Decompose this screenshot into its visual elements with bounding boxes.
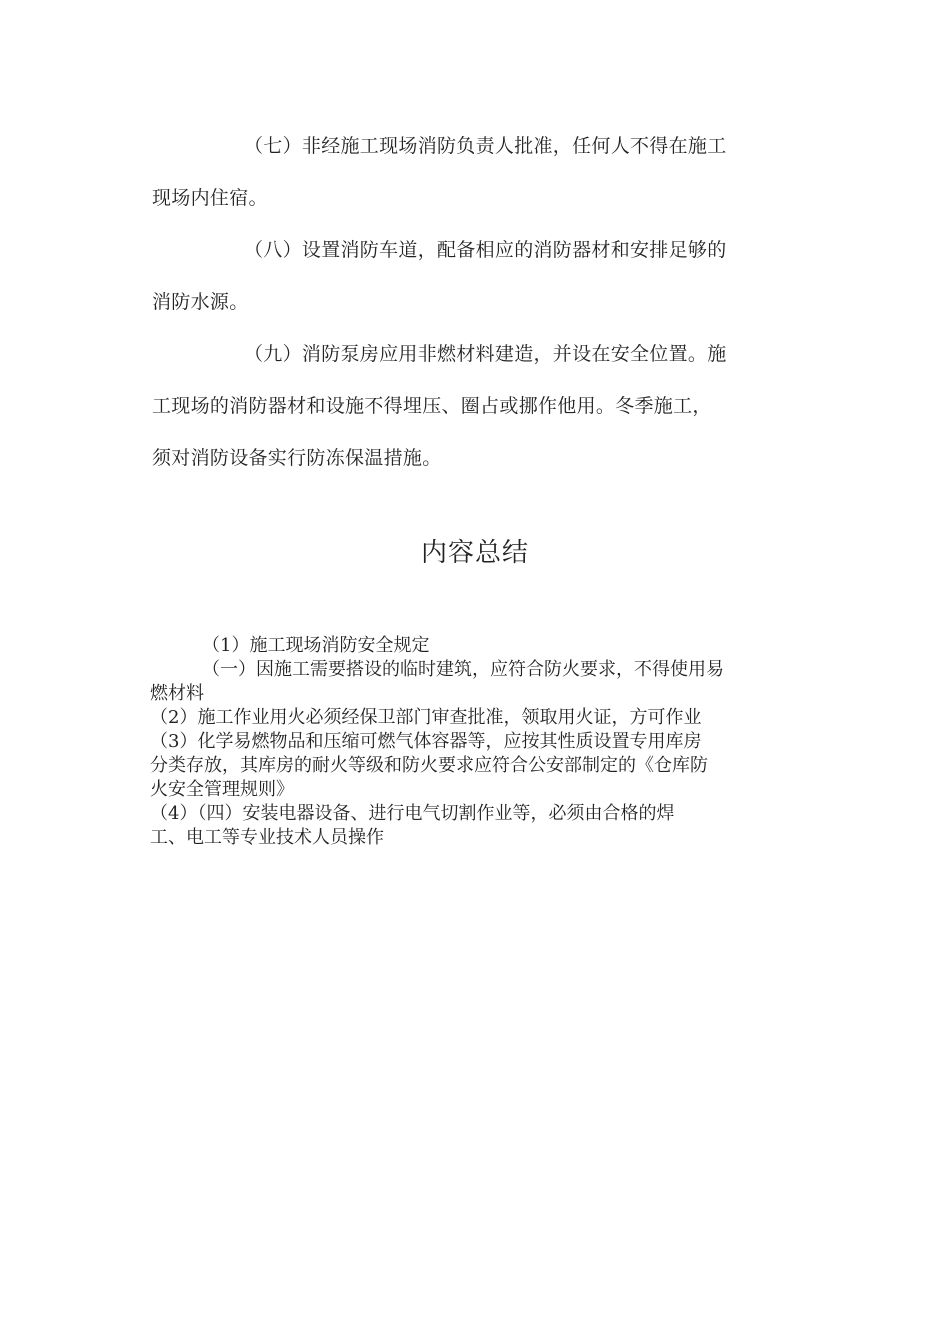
body-text [152,120,802,484]
summary-line: （一）因施工需要搭设的临时建筑，应符合防火要求，不得使用易 [202,659,724,680]
summary-line: （2）施工作业用火必须经保卫部门审查批准，领取用火证，方可作业 [150,707,702,728]
summary-line: 工、电工等专业技术人员操作 [150,827,384,848]
paragraph-7-line-2: 现场内住宿。 [152,187,268,209]
paragraph-8 [152,224,802,328]
summary-line: 分类存放，其库房的耐火等级和防火要求应符合公安部制定的《仓库防 [150,755,708,776]
summary-line: （4）（四）安装电器设备、进行电气切割作业等，必须由合格的焊 [150,803,675,824]
paragraph-7 [152,120,802,224]
summary-title: 内容总结 [420,538,529,568]
summary-line: 燃材料 [150,683,204,704]
paragraph-9-line-2: 工现场的消防器材和设施不得埋压、圈占或挪作他用。冬季施工， [152,395,712,417]
paragraph-8-line-2: 消防水源。 [152,291,249,313]
summary-line: （1）施工现场消防安全规定 [202,635,430,656]
summary-list [150,634,800,850]
paragraph-9-line-1: （九）消防泵房应用非燃材料建造，并设在安全位置。施 [244,343,727,365]
paragraph-9 [152,328,802,484]
summary-line: 火安全管理规则》 [150,779,294,800]
paragraph-7-line-1: （七）非经施工现场消防负责人批准，任何人不得在施工 [244,135,727,157]
paragraph-9-line-3: 须对消防设备实行防冻保温措施。 [152,447,442,469]
paragraph-8-line-1: （八）设置消防车道，配备相应的消防器材和安排足够的 [244,239,727,261]
summary-line: （3）化学易燃物品和压缩可燃气体容器等，应按其性质设置专用库房 [150,731,702,752]
